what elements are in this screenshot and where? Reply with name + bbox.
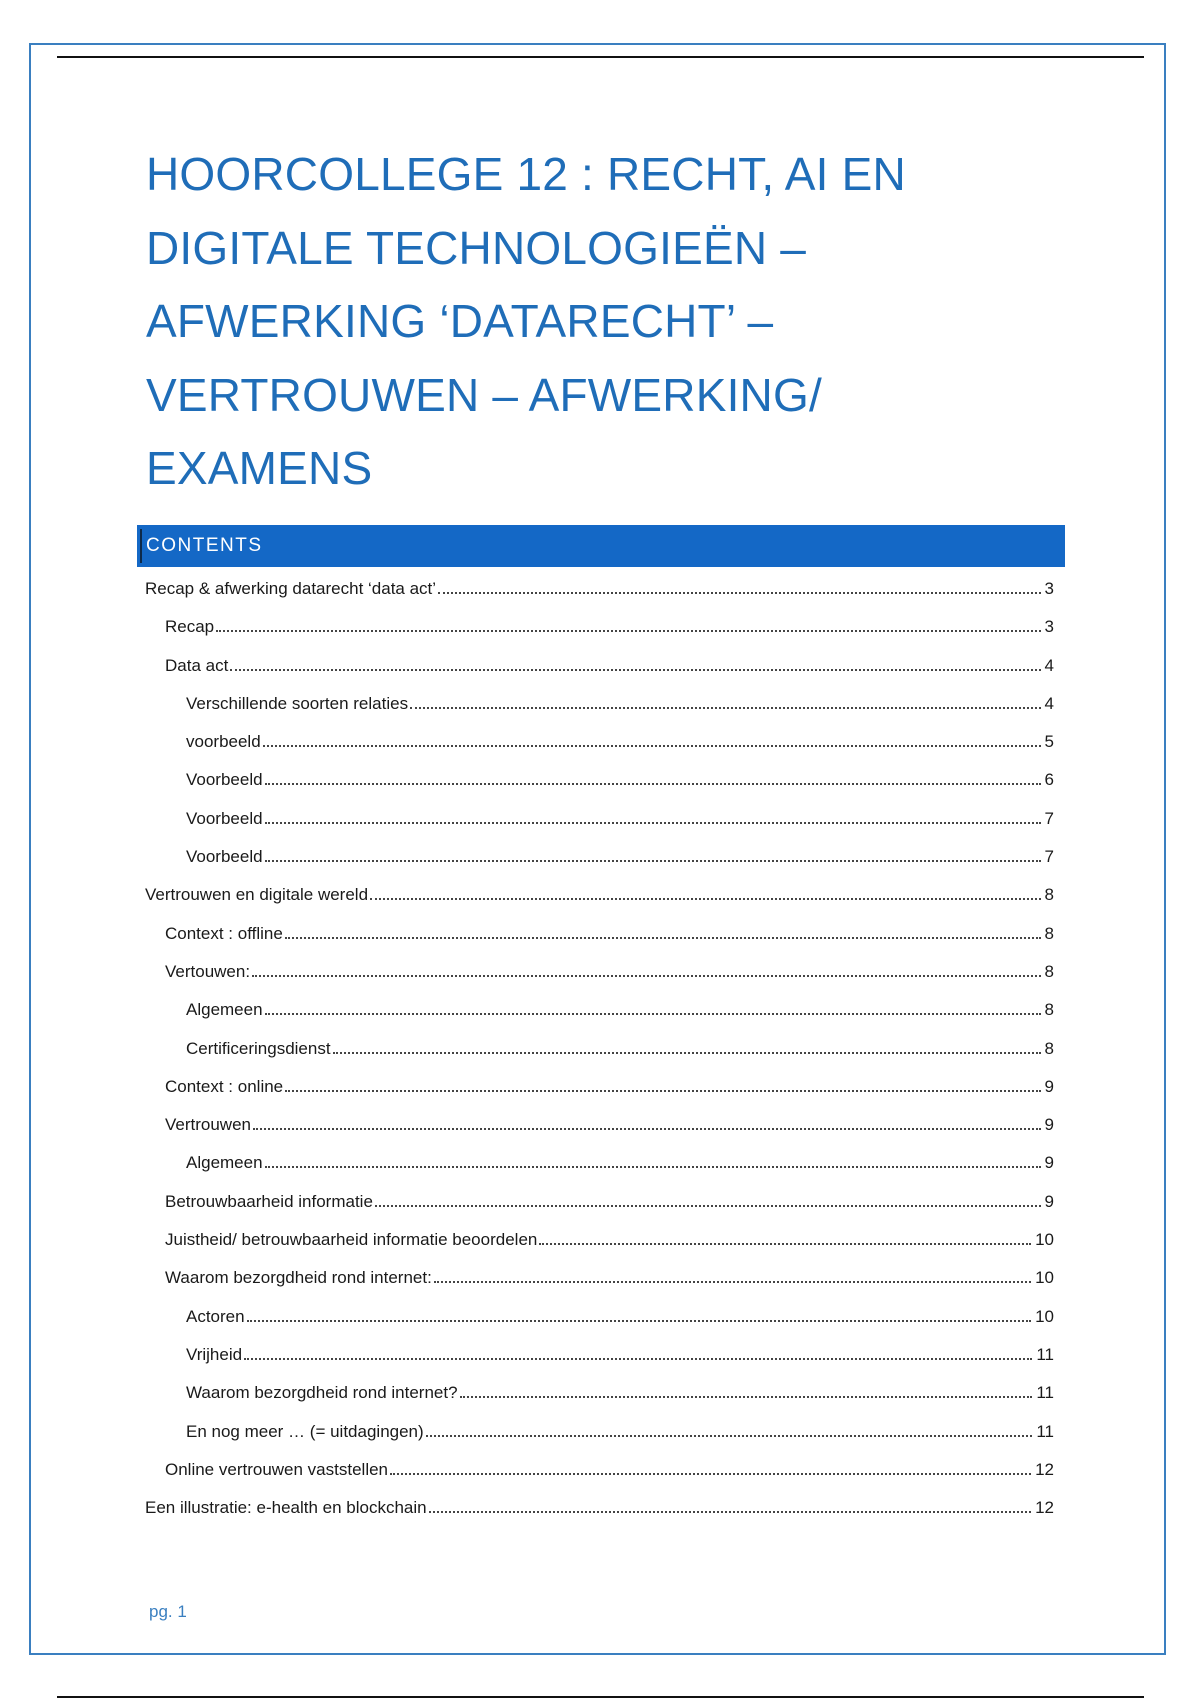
toc-entry-label: En nog meer … (= uitdagingen) — [186, 1421, 424, 1441]
title-line: EXAMENS — [146, 442, 373, 494]
toc-dot-leader — [539, 1242, 1031, 1245]
toc-dot-leader — [460, 1395, 1033, 1398]
toc-entry-page: 11 — [1036, 1421, 1054, 1441]
toc-entry-label: Verschillende soorten relaties — [186, 693, 409, 713]
toc-entry[interactable] — [145, 915, 1054, 953]
toc-entry[interactable] — [145, 991, 1054, 1029]
toc-dot-leader — [252, 974, 1040, 977]
toc-entry-label: Vertrouwen — [165, 1115, 251, 1135]
toc-entry-label: Vertrouwen en digitale wereld — [145, 885, 369, 905]
toc-entry-page: 7 — [1044, 808, 1054, 828]
toc-entry[interactable] — [145, 1106, 1054, 1144]
toc-entry[interactable] — [145, 1221, 1054, 1259]
toc-entry[interactable] — [145, 647, 1054, 685]
toc-entry[interactable] — [145, 800, 1054, 838]
toc-entry[interactable] — [145, 1183, 1054, 1221]
toc-entry-page: 11 — [1036, 1344, 1054, 1364]
contents-heading-bar — [137, 525, 1065, 567]
toc-dot-leader — [230, 668, 1040, 671]
toc-entry-label: Online vertrouwen vaststellen — [165, 1459, 389, 1479]
toc-entry-page: 5 — [1044, 732, 1054, 752]
toc-entry-label: Voorbeeld — [186, 770, 263, 790]
toc-entry[interactable] — [145, 1374, 1054, 1412]
toc-entry[interactable] — [145, 876, 1054, 914]
toc-entry-label: Waarom bezorgdheid rond internet? — [186, 1383, 458, 1403]
toc-entry-page: 12 — [1035, 1459, 1054, 1479]
toc-entry[interactable] — [145, 761, 1054, 799]
toc-entry[interactable] — [145, 570, 1054, 608]
toc-entry-page: 3 — [1044, 617, 1054, 637]
toc-dot-leader — [244, 1357, 1032, 1360]
toc-entry-label: Voorbeeld — [186, 808, 263, 828]
toc-entry-label: Recap & afwerking datarecht ‘data act’ — [145, 579, 437, 598]
toc-entry-label: Vertouwen: — [165, 961, 251, 981]
toc-entry-page: 8 — [1044, 1038, 1054, 1058]
title-line: HOORCOLLEGE 12 : RECHT, AI EN — [146, 148, 906, 200]
toc-entry-page: 7 — [1044, 847, 1054, 867]
toc-entry[interactable] — [145, 608, 1054, 646]
contents-heading: CONTENTS — [146, 535, 263, 556]
text-cursor — [140, 529, 142, 563]
toc-entry-label: Een illustratie: e-health en blockchain — [145, 1498, 427, 1518]
toc-entry-label: Juistheid/ betrouwbaarheid informatie beoordelen — [165, 1230, 538, 1250]
next-page-rule — [57, 1696, 1144, 1698]
toc-entry[interactable] — [145, 1298, 1054, 1336]
toc-entry[interactable] — [145, 1489, 1054, 1527]
toc-dot-leader — [265, 859, 1041, 862]
toc-dot-leader — [253, 1127, 1041, 1130]
toc-entry-page: 9 — [1044, 1153, 1054, 1173]
title-line: AFWERKING ‘DATARECHT’ – — [146, 295, 774, 347]
toc-entry-page: 10 — [1035, 1230, 1054, 1250]
toc-dot-leader — [265, 782, 1041, 785]
toc-dot-leader — [285, 1089, 1040, 1092]
toc-entry-label: Algemeen — [186, 1153, 263, 1173]
toc-entry-page: 4 — [1044, 693, 1054, 713]
toc-entry-page: 8 — [1044, 961, 1054, 981]
toc-entry[interactable] — [145, 685, 1054, 723]
toc-dot-leader — [438, 591, 1040, 594]
table-of-contents — [145, 570, 1054, 1527]
toc-entry-label: Actoren — [186, 1306, 245, 1326]
toc-dot-leader — [265, 1165, 1041, 1168]
toc-entry-label: Algemeen — [186, 1000, 263, 1020]
document-title — [146, 138, 1046, 506]
toc-entry-page: 9 — [1044, 1076, 1054, 1096]
toc-entry[interactable] — [145, 1336, 1054, 1374]
toc-entry-page: 9 — [1044, 1115, 1054, 1135]
toc-entry-label: Vrijheid — [186, 1344, 243, 1364]
toc-entry[interactable] — [145, 723, 1054, 761]
toc-dot-leader — [247, 1319, 1031, 1322]
toc-entry-label: Certificeringsdienst — [186, 1038, 331, 1058]
footer-page-number: pg. 1 — [149, 1602, 187, 1621]
toc-entry-page: 8 — [1044, 1000, 1054, 1020]
toc-entry-label: Data act — [165, 655, 229, 675]
toc-dot-leader — [410, 706, 1040, 709]
toc-entry-label: Context : offline — [165, 923, 283, 943]
toc-entry-label: Betrouwbaarheid informatie — [165, 1191, 373, 1211]
toc-entry[interactable] — [145, 953, 1054, 991]
toc-dot-leader — [216, 629, 1040, 632]
toc-dot-leader — [263, 744, 1041, 747]
toc-entry[interactable] — [145, 1451, 1054, 1489]
toc-dot-leader — [265, 1012, 1041, 1015]
toc-entry-page: 9 — [1044, 1191, 1054, 1211]
toc-dot-leader — [265, 821, 1041, 824]
toc-entry-label: voorbeeld — [186, 732, 261, 752]
toc-dot-leader — [390, 1472, 1031, 1475]
toc-entry-page: 11 — [1036, 1383, 1054, 1403]
toc-entry[interactable] — [145, 1144, 1054, 1182]
toc-entry-label: Waarom bezorgdheid rond internet: — [165, 1268, 432, 1288]
toc-entry[interactable] — [145, 1068, 1054, 1106]
toc-dot-leader — [429, 1510, 1031, 1513]
toc-dot-leader — [333, 1051, 1041, 1054]
toc-dot-leader — [434, 1280, 1031, 1283]
toc-entry[interactable] — [145, 1259, 1054, 1297]
toc-entry-page: 8 — [1044, 885, 1054, 905]
toc-dot-leader — [370, 897, 1041, 900]
toc-entry[interactable] — [145, 838, 1054, 876]
toc-entry-page: 10 — [1035, 1268, 1054, 1288]
toc-dot-leader — [426, 1434, 1033, 1437]
toc-entry-page: 3 — [1044, 579, 1054, 598]
toc-entry-label: Context : online — [165, 1076, 284, 1096]
title-line: DIGITALE TECHNOLOGIEËN – — [146, 221, 807, 274]
toc-entry-page: 4 — [1044, 655, 1054, 675]
toc-entry-page: 8 — [1044, 923, 1054, 943]
toc-entry-page: 12 — [1035, 1498, 1054, 1518]
toc-dot-leader — [285, 936, 1041, 939]
toc-entry[interactable] — [145, 1413, 1054, 1451]
toc-entry-page: 6 — [1044, 770, 1054, 790]
toc-entry-label: Recap — [165, 617, 215, 637]
toc-entry[interactable] — [145, 1030, 1054, 1068]
toc-dot-leader — [375, 1204, 1041, 1207]
toc-entry-page: 10 — [1035, 1306, 1054, 1326]
title-line: VERTROUWEN – AFWERKING/ — [146, 368, 822, 421]
toc-entry-label: Voorbeeld — [186, 847, 263, 867]
